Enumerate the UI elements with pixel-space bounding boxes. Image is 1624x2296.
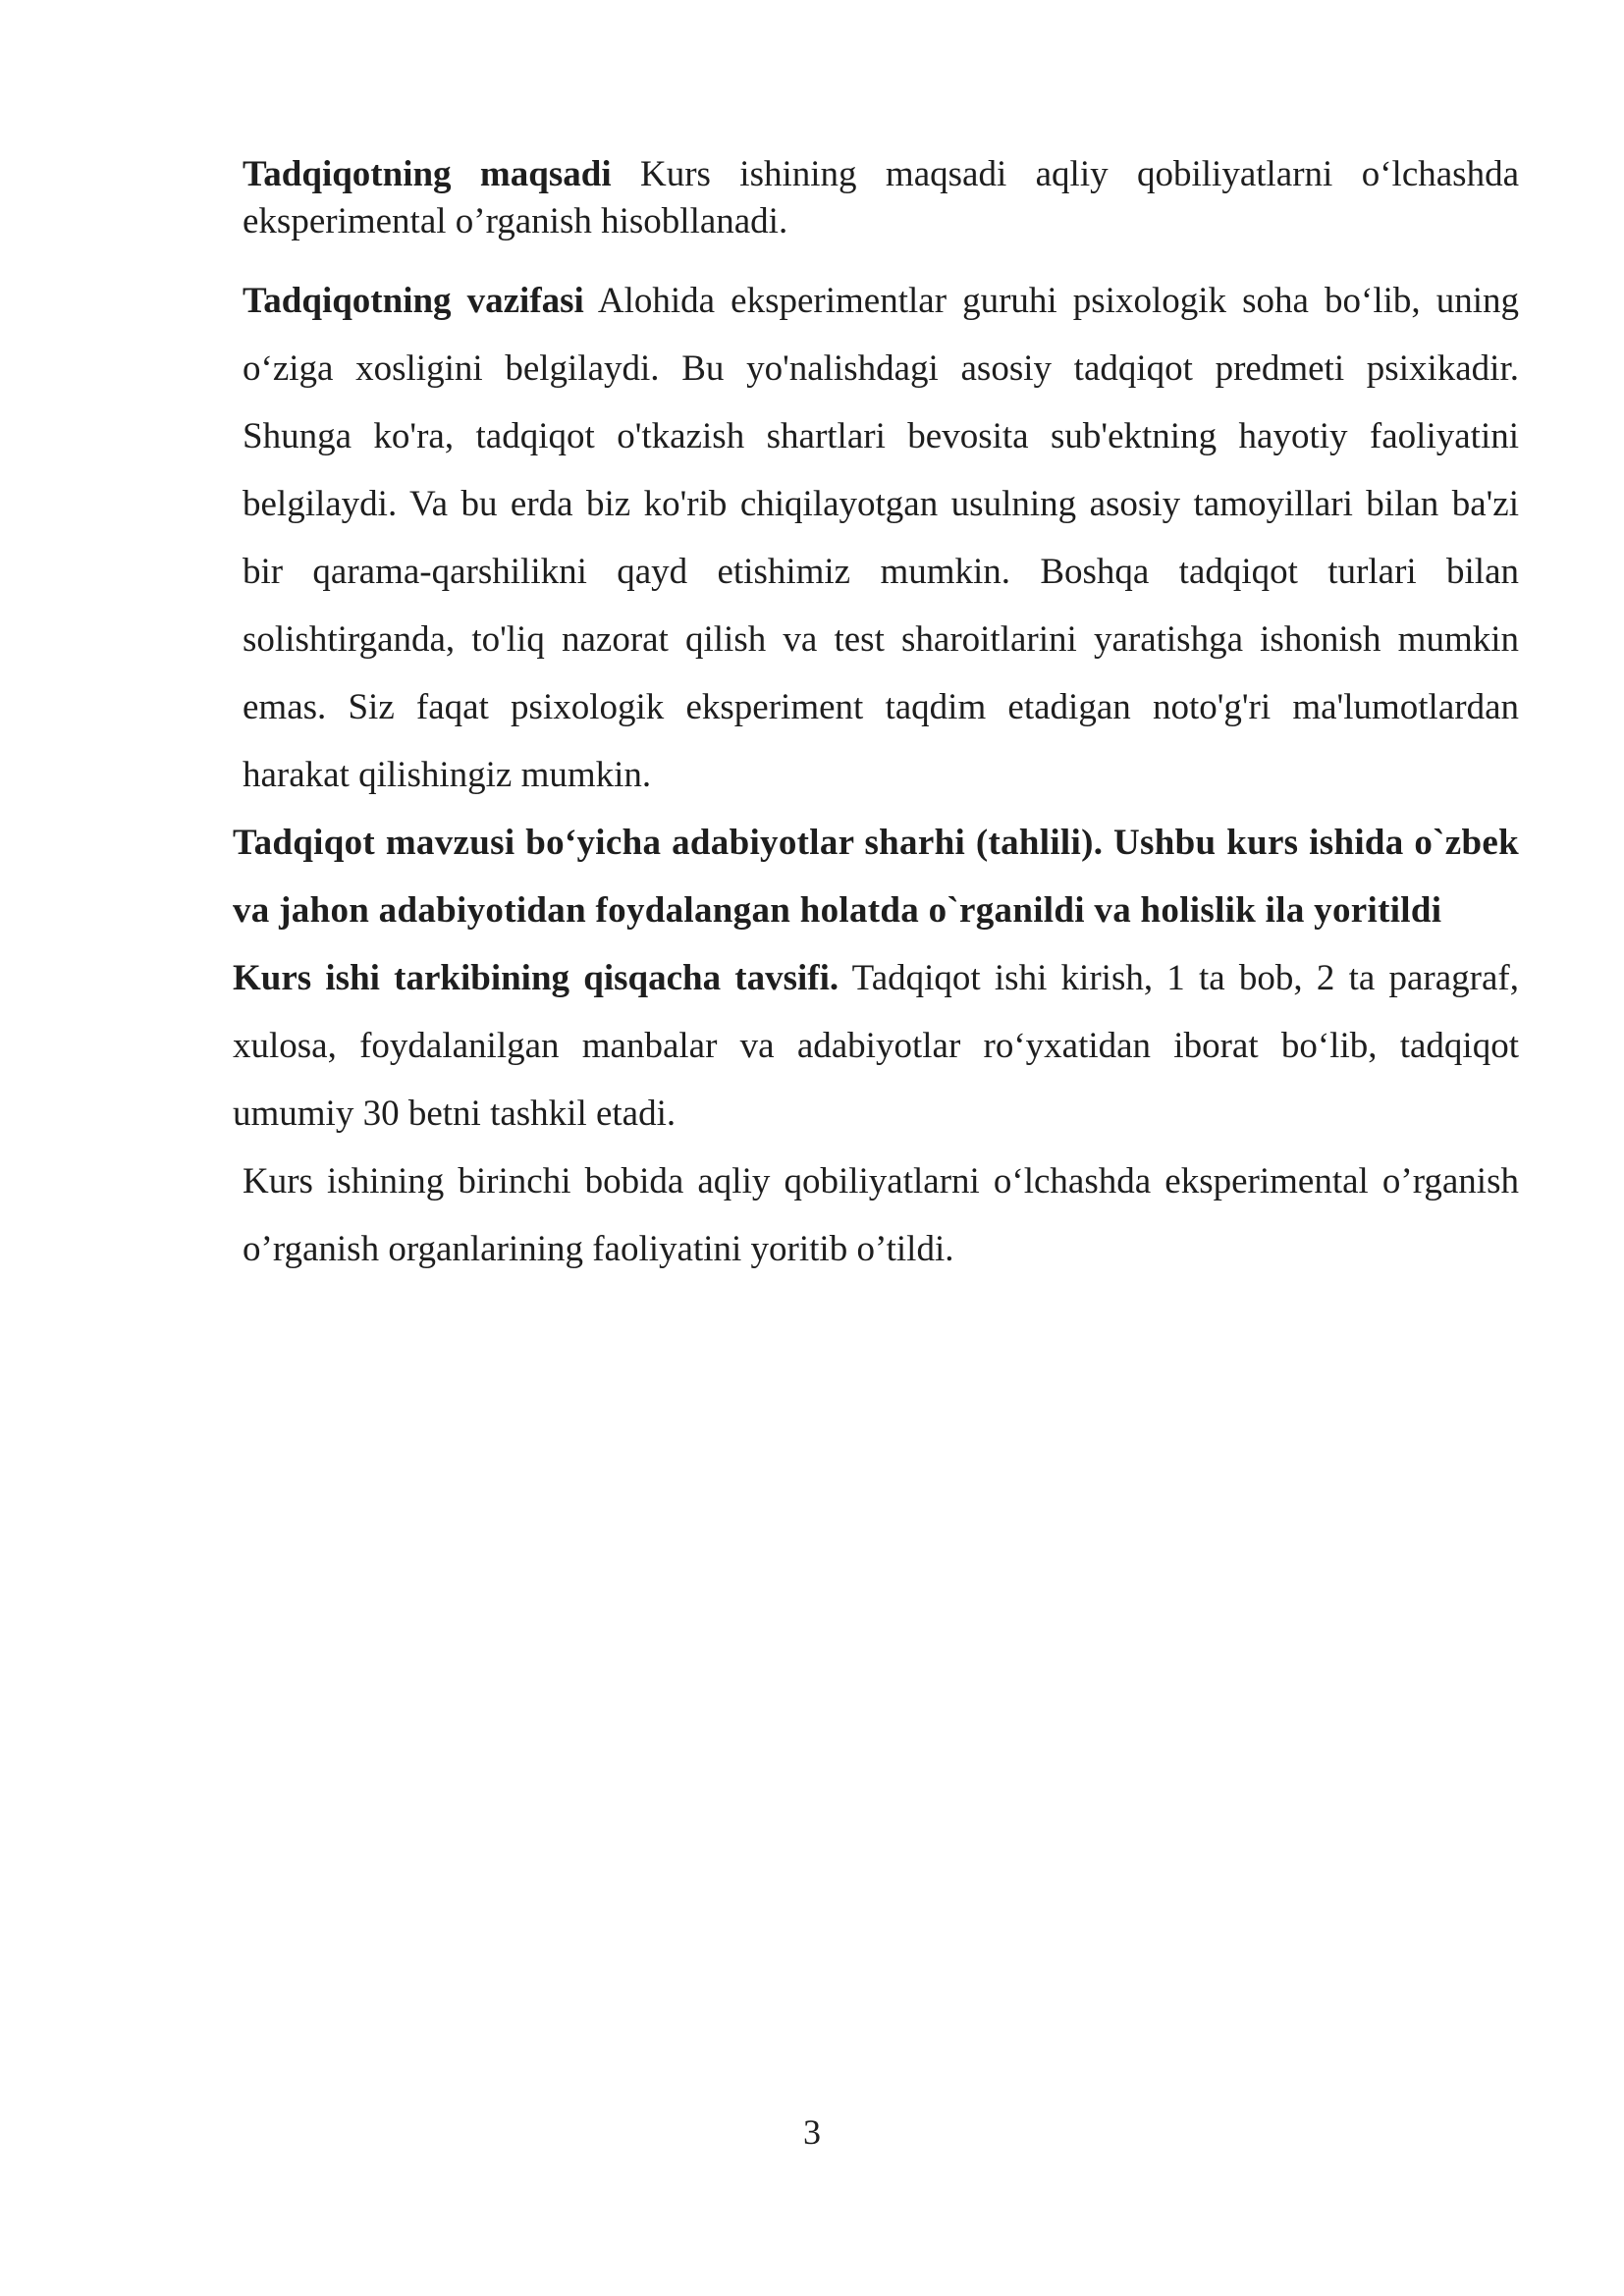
paragraph-research-task bbox=[233, 267, 1519, 809]
research-goal-text: Kurs ishining maqsadi aqliy qobiliyatlarni o‘lchashda eksperimental o’rganish hisobllanadi. bbox=[243, 154, 1519, 241]
course-structure-text: Tadqiqot ishi kirish, 1 ta bob, 2 ta paragraf, xulosa, foydalanilgan manbalar va adabiyotlar ro‘yxatidan iborat bo‘lib, tadqiqot umumiy 30 betni tashkil etadi. bbox=[233, 958, 1519, 1134]
research-task-text: Alohida eksperimentlar guruhi psixologik soha bo‘lib, uning o‘ziga xosligini belgilaydi. Bu yo'nalishdagi asosiy tadqiqot predmeti psixikadir. Shunga ko'ra, tadqiqot o'tkazish shartlari bevosita sub'ektning hayotiy faoliyatini belgilaydi. Va bu erda biz ko'rib chiqilayotgan usulning asosiy tamoyillari bilan ba'zi bir qarama-qarshilikni qayd etishimiz mumkin. Boshqa tadqiqot turlari bilan solishtirganda, to'liq nazorat qilish va test sharoitlarini yaratishga ishonish mumkin emas. Siz faqat psixologik eksperiment taqdim etadigan noto'g'ri ma'lumotlardan harakat qilishingiz mumkin. bbox=[243, 281, 1519, 795]
paragraph-literature-review: Tadqiqot mavzusi bo‘yicha adabiyotlar sharhi (tahlili). Ushbu kurs ishida o`zbek va jahon adabiyotidan foydalangan holatda o`rganildi va holislik ila yoritildi bbox=[233, 823, 1519, 931]
paragraph-course-structure bbox=[233, 944, 1519, 1148]
research-task-heading: Tadqiqotning vazifasi bbox=[243, 281, 584, 321]
paragraph-research-goal bbox=[233, 151, 1519, 245]
course-structure-heading: Kurs ishi tarkibining qisqacha tavsifi. bbox=[233, 958, 839, 998]
research-goal-heading: Tadqiqotning maqsadi bbox=[243, 154, 612, 194]
paragraph-chapter-one: Kurs ishining birinchi bobida aqliy qobiliyatlarni o‘lchashda eksperimental o’rganish o’rganish organlarining faoliyatini yoritib o’tildi. bbox=[243, 1161, 1519, 1269]
page-content bbox=[233, 151, 1519, 1283]
page-number: 3 bbox=[803, 2112, 821, 2152]
